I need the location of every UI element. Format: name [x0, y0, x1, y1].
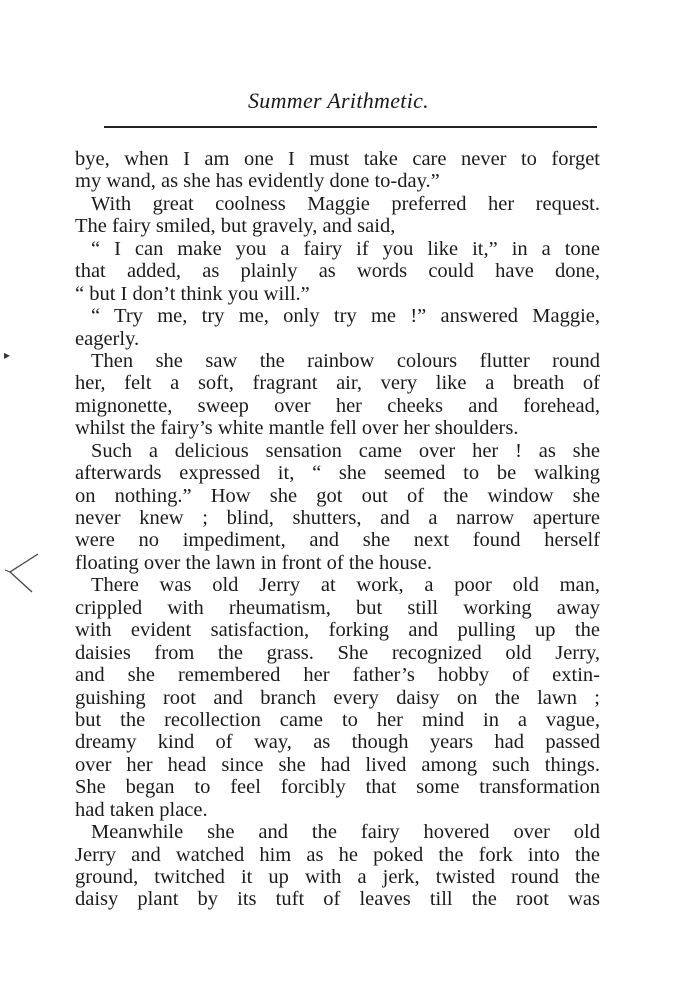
text-line: afterwards expressed it, “ she seemed to be walking: [75, 462, 600, 485]
text-line: were no impediment, and she next found herself: [75, 529, 600, 552]
text-line: daisy plant by its tuft of leaves till the root was: [75, 888, 600, 911]
text-line: Such a delicious sensation came over her ! as she: [91, 439, 600, 462]
text-line: Then she saw the rainbow colours flutter round: [91, 349, 600, 372]
body-text: [75, 148, 600, 911]
text-line: whilst the fairy’s white mantle fell over her shoulders.: [75, 417, 519, 440]
margin-pencil-mark: [2, 548, 42, 598]
text-line: over her head since she had lived among such things.: [75, 753, 600, 776]
text-line: with evident satisfaction, forking and pulling up the: [75, 619, 600, 642]
text-line: bye, when I am one I must take care never to forget: [75, 148, 600, 170]
text-line: “ but I don’t think you will.”: [75, 282, 310, 305]
text-line: eagerly.: [75, 327, 140, 350]
text-line: and she remembered her father’s hobby of extin-: [75, 664, 600, 687]
text-line: guishing root and branch every daisy on the lawn ;: [75, 686, 600, 709]
text-line: Meanwhile she and the fairy hovered over old: [91, 821, 600, 844]
text-line: that added, as plainly as words could have done,: [75, 260, 600, 283]
text-line: her, felt a soft, fragrant air, very like a breath of: [75, 372, 600, 395]
header-rule: [104, 126, 597, 128]
text-line: never knew ; blind, shutters, and a narrow aperture: [75, 507, 600, 529]
text-line: ground, twitched it up with a jerk, twisted round the: [75, 866, 600, 888]
text-line: mignonette, sweep over her cheeks and forehead,: [75, 394, 600, 417]
running-header: Summer Arithmetic.: [248, 88, 429, 113]
text-line: With great coolness Maggie preferred her request.: [91, 192, 600, 215]
text-line: daisies from the grass. She recognized old Jerry,: [75, 641, 600, 664]
text-line: “ I can make you a fairy if you like it,” in a tone: [91, 237, 600, 260]
text-line: crippled with rheumatism, but still working away: [75, 596, 600, 619]
margin-tick-mark: ▸: [4, 348, 11, 362]
text-line: floating over the lawn in front of the house.: [75, 551, 432, 574]
text-line: “ Try me, try me, only try me !” answered Maggie,: [91, 305, 600, 328]
text-line: but the recollection came to her mind in a vague,: [75, 708, 600, 731]
text-line: my wand, as she has evidently done to-day.”: [75, 170, 440, 193]
text-line: There was old Jerry at work, a poor old man,: [91, 574, 600, 597]
text-line: had taken place.: [75, 798, 208, 821]
text-line: Jerry and watched him as he poked the fork into the: [75, 843, 600, 866]
text-line: dreamy kind of way, as though years had passed: [75, 731, 600, 754]
text-line: She began to feel forcibly that some transformation: [75, 776, 600, 799]
text-line: The fairy smiled, but gravely, and said,: [75, 215, 396, 238]
text-line: on nothing.” How she got out of the window she: [75, 484, 600, 507]
